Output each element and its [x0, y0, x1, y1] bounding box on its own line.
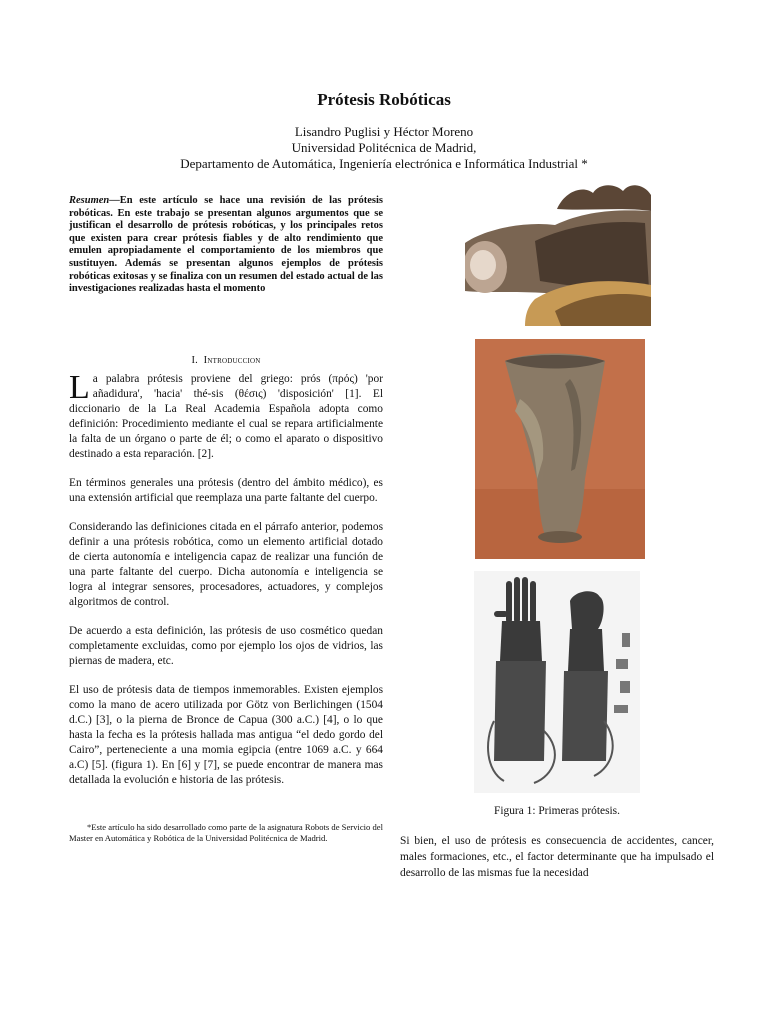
section-number: I. — [191, 355, 199, 366]
leg-prosthesis-image — [475, 339, 645, 559]
abstract — [69, 195, 383, 296]
affiliation-university: Universidad Politécnica de Madrid, — [291, 140, 477, 155]
drop-cap: L — [69, 369, 90, 406]
section-heading — [69, 355, 383, 366]
leg-prosthesis-illustration — [475, 339, 645, 559]
footnote: *Este artículo ha sido desarrollado como parte de la asignatura Robots de Servicio del Master en Automática y Robótica de la Universidad Politécnica de Madrid. — [69, 822, 383, 843]
author-block — [0, 124, 768, 172]
abstract-lead: Resumen — [69, 195, 110, 206]
figure-caption: Figura 1: Primeras prótesis. — [494, 805, 620, 817]
affiliation-department: Departamento de Automática, Ingeniería electrónica e Informática Industrial * — [180, 156, 588, 171]
right-column-paragraph: Si bien, el uso de prótesis es consecuencia de accidentes, cancer, males formaciones, etc., el factor determinante que ha impulsado el desarrollo de las mismas fue la necesidad — [400, 835, 714, 879]
introduction-body — [69, 369, 383, 802]
paragraph-5: El uso de prótesis data de tiempos inmemorables. Existen ejemplos como la mano de acero utilizada por Götz von Berlichingen (1504 d.C.) [3], o la pierna de Bronce de Capua (300 a.C.) [4], o lo que hasta la fecha es la prótesis hallada mas antigua “el dedo gordo del Cairo”, perteneciente a una momia egipcia (entre 1069 a.C. y 664 a.C) [5]. (figura 1). En [6] y [7], se puede encontrar de manera mas detallada la evolución e historia de las prótesis. — [69, 684, 383, 786]
paragraph-1-text: a palabra prótesis proviene del griego: prós (πρός) 'por añadidura', 'hacia' thé-sis (θέσις) 'disposición' [1]. El diccionario de la La Real Academia Española adopta como definición: Procedimiento mediante el cual se repara artificialmente la falta de un órgano o parte de él; o como el aparato o dispositivo destinado a esta reparación. [2]. — [69, 373, 383, 460]
paragraph-1 — [69, 369, 383, 462]
iron-hand-image — [474, 571, 640, 793]
toe-prosthesis-illustration — [465, 181, 651, 326]
paragraph-3: Considerando las definiciones citada en el párrafo anterior, podemos definir a una prótesis robótica, como un elemento artificial dotado de cierta autonomía e inteligencia capaz de realizar una función de una parte faltante del cuerpo. Dicha autonomía e inteligencia se logra al integrar sensores, procesadores, actuadores, y complejos algoritmos de control. — [69, 521, 383, 608]
section-title: Introduccion — [203, 355, 261, 366]
authors: Lisandro Puglisi y Héctor Moreno — [294, 124, 474, 139]
paragraph-2: En términos generales una prótesis (dentro del ámbito médico), es una extensión artificial que reemplaza una parte faltante del cuerpo. — [69, 477, 383, 504]
abstract-text: —En este artículo se hace una revisión de las prótesis robóticas. En este trabajo se presentan algunos argumentos que se justifican el desarrollo de prótesis robóticas, y los principales retos que existen para crear prótesis fiables y de alto rendimiento que emulen apropiadamente el comportamiento de los miembros que sustituyen. Además se presentan algunos ejemplos de prótesis robóticas exitosas y se finaliza con un resumen del estado actual de las investigaciones realizadas hasta el momento — [69, 195, 383, 295]
toe-prosthesis-image — [465, 181, 651, 326]
iron-hand-illustration — [474, 571, 640, 793]
paragraph-4: De acuerdo a esta definición, las prótesis de uso cosmético quedan completamente excluidas, como por ejemplo los ojos de vidrios, las piernas de madera, etc. — [69, 625, 383, 667]
paper-title: Prótesis Robóticas — [317, 90, 451, 109]
